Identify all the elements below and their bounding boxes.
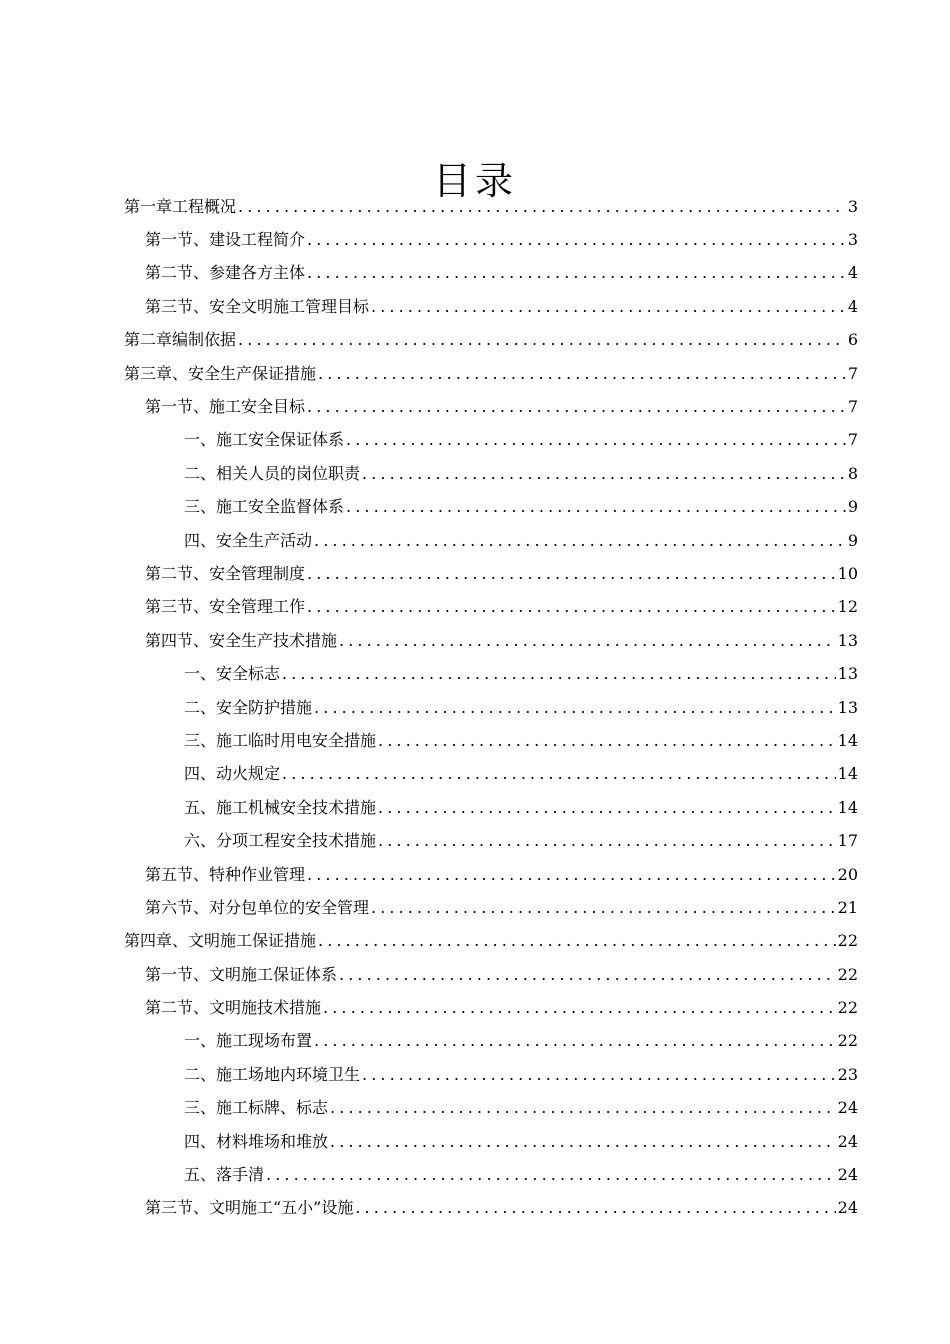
toc-entry-title: 一、施工安全保证体系 [184, 430, 345, 450]
toc-entry[interactable] [124, 1192, 858, 1225]
toc-entry[interactable] [124, 1158, 858, 1191]
toc-entry-page-number: 24 [837, 1098, 858, 1118]
toc-entry-page-number: 22 [837, 931, 858, 951]
toc-entry-page-number: 24 [837, 1198, 858, 1218]
toc-entry[interactable] [124, 991, 858, 1024]
toc-dot-leader [314, 531, 846, 551]
toc-entry[interactable] [124, 958, 858, 991]
toc-entry-title: 第四节、安全生产技术措施 [145, 630, 338, 650]
toc-entry-page-number: 23 [837, 1064, 858, 1084]
toc-dot-leader [346, 430, 846, 450]
toc-dot-leader [307, 564, 836, 584]
toc-entry-title: 二、施工场地内环境卫生 [184, 1064, 361, 1084]
toc-entry[interactable] [124, 1125, 858, 1158]
toc-dot-leader [238, 197, 846, 217]
toc-entry[interactable] [124, 691, 858, 724]
toc-dot-leader [318, 931, 836, 951]
toc-entry-page-number: 13 [837, 630, 858, 650]
toc-dot-leader [378, 798, 836, 818]
toc-entry-title: 二、安全防护措施 [184, 697, 313, 717]
toc-entry-title: 第一章工程概况 [124, 196, 237, 216]
toc-entry-title: 第一节、建设工程简介 [145, 230, 306, 250]
toc-entry-page-number: 10 [837, 563, 858, 583]
toc-entry[interactable] [124, 758, 858, 791]
toc-entry-title: 第三节、安全文明施工管理目标 [145, 296, 370, 316]
toc-dot-leader [307, 865, 836, 885]
toc-entry-page-number: 6 [847, 330, 858, 350]
toc-entry-title: 第三节、安全管理工作 [145, 597, 306, 617]
toc-entry-title: 四、安全生产活动 [184, 530, 313, 550]
toc-entry-title: 第二节、参建各方主体 [145, 263, 306, 283]
toc-entry-page-number: 22 [837, 964, 858, 984]
toc-entry-title: 一、施工现场布置 [184, 1031, 313, 1051]
toc-dot-leader [307, 263, 846, 283]
toc-entry-title: 第二节、安全管理制度 [145, 563, 306, 583]
toc-entry-page-number: 24 [837, 1165, 858, 1185]
toc-entry[interactable] [124, 724, 858, 757]
toc-entry-page-number: 3 [847, 230, 858, 250]
toc-dot-leader [307, 230, 846, 250]
toc-dot-leader [307, 397, 846, 417]
toc-entry-title: 三、施工安全监督体系 [184, 497, 345, 517]
toc-dot-leader [371, 297, 846, 317]
page-title: 目录 [432, 159, 517, 204]
toc-entry-page-number: 20 [837, 864, 858, 884]
toc-dot-leader [330, 1098, 836, 1118]
toc-dot-leader [282, 664, 836, 684]
toc-entry-page-number: 12 [837, 597, 858, 617]
toc-entry-title: 第三章、安全生产保证措施 [124, 363, 317, 383]
toc-entry-page-number: 3 [847, 196, 858, 216]
toc-dot-leader [323, 998, 836, 1018]
toc-entry[interactable] [124, 223, 858, 256]
toc-entry-title: 六、分项工程安全技术措施 [184, 831, 377, 851]
toc-dot-leader [314, 1031, 836, 1051]
toc-entry-page-number: 24 [837, 1131, 858, 1151]
toc-entry[interactable] [124, 190, 858, 223]
toc-entry-page-number: 17 [837, 831, 858, 851]
toc-entry-title: 二、相关人员的岗位职责 [184, 463, 361, 483]
toc-dot-leader [378, 831, 836, 851]
toc-entry[interactable] [124, 657, 858, 690]
toc-entry-page-number: 7 [847, 397, 858, 417]
toc-dot-leader [346, 497, 846, 517]
toc-entry[interactable] [124, 424, 858, 457]
toc-entry[interactable] [124, 925, 858, 958]
toc-entry[interactable] [124, 858, 858, 891]
toc-entry-page-number: 7 [847, 430, 858, 450]
toc-entry-title: 五、施工机械安全技术措施 [184, 797, 377, 817]
toc-dot-leader [362, 464, 846, 484]
toc-entry[interactable] [124, 1092, 858, 1125]
toc-entry-title: 三、施工临时用电安全措施 [184, 730, 377, 750]
toc-entry-title: 三、施工标牌、标志 [184, 1098, 329, 1118]
toc-entry[interactable] [124, 557, 858, 590]
toc-entry-page-number: 4 [847, 296, 858, 316]
toc-dot-leader [314, 698, 836, 718]
toc-entry-title: 五、落手清 [184, 1165, 265, 1185]
toc-dot-leader [238, 330, 846, 350]
toc-dot-leader [362, 1065, 836, 1085]
toc-entry[interactable] [124, 357, 858, 390]
toc-entry-page-number: 14 [837, 730, 858, 750]
toc-entry-page-number: 22 [837, 998, 858, 1018]
toc-entry[interactable] [124, 491, 858, 524]
toc-dot-leader [282, 764, 836, 784]
toc-entry-title: 第二章编制依据 [124, 330, 237, 350]
toc-entry-page-number: 22 [837, 1031, 858, 1051]
toc-entry[interactable] [124, 390, 858, 423]
toc-entry[interactable] [124, 1058, 858, 1091]
toc-entry-page-number: 14 [837, 797, 858, 817]
toc-entry[interactable] [124, 791, 858, 824]
toc-entry-title: 第三节、文明施工“五小”设施 [145, 1198, 354, 1218]
toc-entry-title: 四、动火规定 [184, 764, 281, 784]
toc-dot-leader [339, 631, 836, 651]
toc-entry-title: 第四章、文明施工保证措施 [124, 931, 317, 951]
toc-entry-page-number: 13 [837, 697, 858, 717]
toc-entry[interactable] [124, 624, 858, 657]
toc-entry[interactable] [124, 290, 858, 323]
toc-entry[interactable] [124, 324, 858, 357]
toc-entry-title: 第一节、施工安全目标 [145, 397, 306, 417]
toc-entry[interactable] [124, 524, 858, 557]
toc-entry-title: 第一节、文明施工保证体系 [145, 964, 338, 984]
toc-entry[interactable] [124, 457, 858, 490]
toc-dot-leader [318, 364, 846, 384]
table-of-contents [124, 190, 858, 1225]
toc-entry-title: 四、材料堆场和堆放 [184, 1131, 329, 1151]
toc-entry[interactable] [124, 824, 858, 857]
toc-entry[interactable] [124, 257, 858, 290]
toc-entry-page-number: 14 [837, 764, 858, 784]
toc-entry-page-number: 8 [847, 463, 858, 483]
toc-dot-leader [307, 597, 836, 617]
toc-entry[interactable] [124, 591, 858, 624]
toc-entry-page-number: 7 [847, 363, 858, 383]
toc-dot-leader [355, 1198, 835, 1218]
toc-entry-title: 一、安全标志 [184, 664, 281, 684]
toc-entry-page-number: 9 [847, 530, 858, 550]
toc-dot-leader [330, 1132, 836, 1152]
toc-entry-page-number: 9 [847, 497, 858, 517]
toc-entry[interactable] [124, 1025, 858, 1058]
toc-dot-leader [266, 1165, 836, 1185]
toc-dot-leader [378, 731, 836, 751]
toc-dot-leader [339, 965, 836, 985]
toc-entry[interactable] [124, 891, 858, 924]
toc-entry-title: 第六节、对分包单位的安全管理 [145, 897, 370, 917]
toc-dot-leader [371, 898, 836, 918]
toc-entry-page-number: 21 [837, 897, 858, 917]
toc-entry-page-number: 13 [837, 664, 858, 684]
toc-entry-title: 第五节、特种作业管理 [145, 864, 306, 884]
toc-entry-page-number: 4 [847, 263, 858, 283]
toc-entry-title: 第二节、文明施技术措施 [145, 998, 322, 1018]
